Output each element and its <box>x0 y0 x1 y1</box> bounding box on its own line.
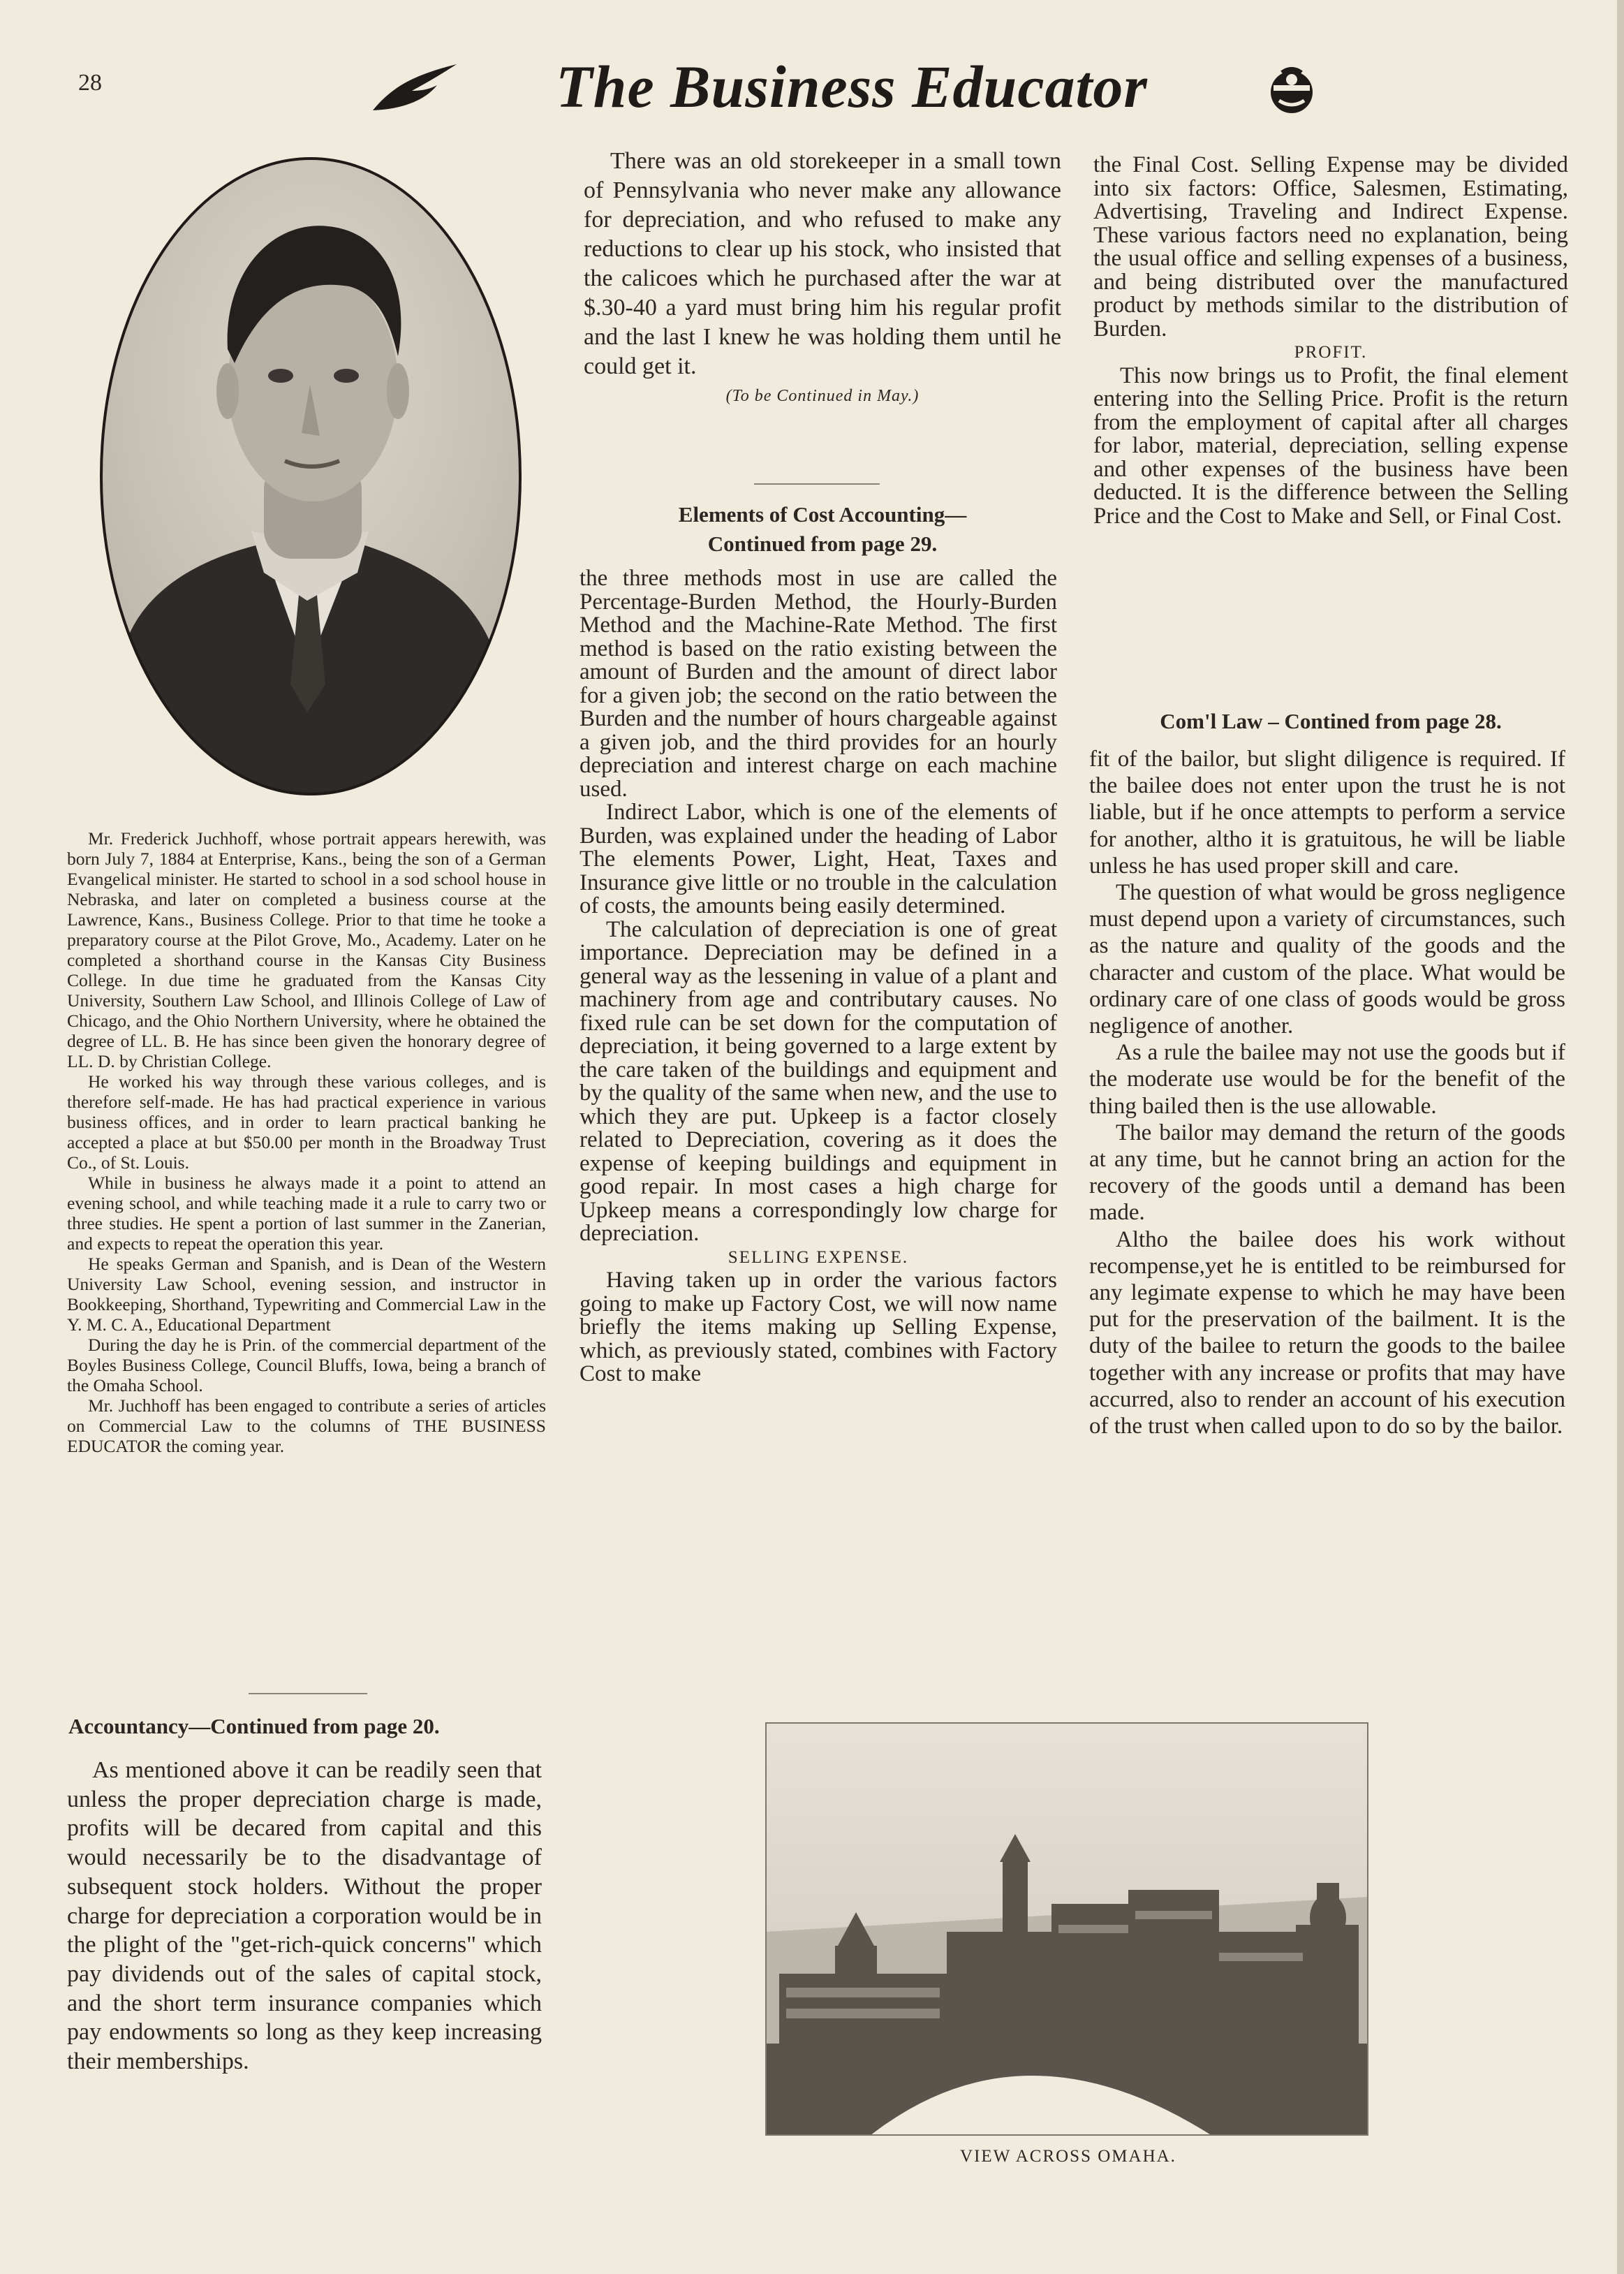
divider <box>249 1693 367 1694</box>
cost-paragraph: Having taken up in order the various factors going to make up Factory Cost, we will now name briefly the items making up Selling Expense, which, as previously stated, combines with Factory Cost to make <box>580 1268 1057 1386</box>
quill-icon <box>370 60 461 116</box>
law-paragraph: Altho the bailee does his work without recompense,yet he is entitled to be reimbursed for any legimate expense to which he may have been put for the preservation of the bailment. It is the duty of the bailee to return the goods to the bailee together with any increase or profits that may have accurred, also to render an account of his execution of the trust when called upon to do so by the bailor. <box>1089 1226 1565 1439</box>
coml-law-heading <box>1093 707 1568 736</box>
cost-heading-line1: Elements of Cost Accounting— <box>678 502 967 527</box>
coml-law-heading-text: Com'l Law – Contined from page 28. <box>1160 709 1502 733</box>
law-paragraph: The bailor may demand the return of the goods at any time, but he cannot bring an action for the recovery of the goods until a demand has been made. <box>1089 1120 1565 1226</box>
cost-paragraph: The calculation of depreciation is one of great importance. Depreciation may be defined in a general way as the lessening in value of a plant and machinery from age and contributary causes. No fixed rule can be set down for the computation of depreciation, it being governed to a large extent by the care taken of the buildings and equipment and by the quality of the same when new, and the use to which they are put. Upkeep is a factor closely related to Depreciation, covering as it does the expense of keeping buildings and equipment in good repair. In most cases a high charge for Upkeep means a correspondingly low charge for depreciation. <box>580 916 1057 1246</box>
cost-paragraph: the three methods most in use are called the Percentage-Burden Method, the Hourly-Burden Method and the Machine-Rate Method. The first method is based on the ratio existing between the amount of Burden and the amount of direct labor for a given job; the second on the ratio between the Burden and the number of hours chargeable against a given job, and the third provides for an hourly depreciation and interest charge on each machine used. <box>580 566 1057 802</box>
cost-accounting-heading <box>584 500 1061 559</box>
law-paragraph: fit of the bailor, but slight diligence is required. If the bailee does not enter upon the trust he is not liable, but if he once attempts to perform a service for another, altho it is gratuitous, he will be liable unless he has used proper skill and care. <box>1089 747 1565 879</box>
selling-expense-heading: SELLING EXPENSE. <box>728 1247 909 1267</box>
final-cost-column <box>1093 154 1568 528</box>
accountancy-body <box>67 1756 542 2076</box>
accountancy-paragraph: As mentioned above it can be readily seen that unless the proper depreciation charge is made, profits will be decared from capital and this would necessarily be to the disadvantage of subsequent stock holders. Without the proper charge for depreciation a corporation would be in the plight of the "get-rich-quick concerns" which pay dividends out of the sales of capital stock, and the short term insurance companies which pay endowments so long as they keep increasing their memberships. <box>67 1757 542 2075</box>
bio-paragraph: Mr. Juchhoff has been engaged to contribute a series of articles on Commercial Law to the columns of THE BUSINESS EDUCATOR the coming year. <box>67 1395 546 1456</box>
law-paragraph: As a rule the bailee may not use the goods but if the moderate use would be for the benefit of the thing bailed then is the use allowable. <box>1089 1040 1565 1119</box>
bio-paragraph: While in business he always made it a point to attend an evening school, and while teaching made it a rule to carry two or three studies. He spent a portion of last summer in the Zanerian, and expects to repeat the operation this year. <box>67 1173 546 1254</box>
to-be-continued: (To be Continued in May.) <box>725 387 920 405</box>
cost-accounting-body <box>580 567 1057 1386</box>
bio-paragraph: Mr. Frederick Juchhoff, whose portrait appears herewith, was born July 7, 1884 at Enterprise, Kans., being the son of a German Evangelical minister. He started to school in a sod school house in Nebraska, and later on completed a business course at the Lawrence, Kans., Business College. Prior to that time he tooke a preparatory course at the Pilot Grove, Mo., Academy. Later on he completed a shorthand course in the Kansas City Business College. In due time he graduated from the Kansas City University, Southern Law School, and Illinois College of Law of Chicago, and the Ohio Northern University, where he obtained the degree of LL. B. He has since been given the honorary degree of LL. D. by Christian College. <box>67 828 546 1071</box>
divider <box>754 483 880 485</box>
page-edge <box>1617 0 1624 2274</box>
coml-law-body <box>1089 746 1565 1439</box>
storekeeper-column <box>584 147 1061 411</box>
accountancy-heading: Accountancy—Continued from page 20. <box>68 1714 440 1738</box>
law-paragraph: The question of what would be gross negligence must depend upon a variety of circumstances, such as the nature and quality of the goods and the character and custom of the place. What would be ordinary care of one class of goods would be gross negligence of another. <box>1089 880 1565 1039</box>
bio-paragraph: He worked his way through these various colleges, and is therefore self-made. He has had practical experience in various business offices, and in order to learn practical banking he accepted a place at but $50.00 per month in the Broadway Trust Co., of St. Louis. <box>67 1071 546 1173</box>
cost-paragraph: Indirect Labor, which is one of the elements of Burden, was explained under the heading of Labor The elements Power, Light, Heat, Taxes and Insurance give little or no trouble in the calculation of costs, the amounts being easily determined. <box>580 800 1057 918</box>
photo-caption: VIEW ACROSS OMAHA. <box>960 2147 1176 2166</box>
bio-paragraph: He speaks German and Spanish, and is Dean of the Western University Law School, evening session, and instructor in Bookkeeping, Shorthand, Typewriting and Commercial Law in the Y. M. C. A., Educational Department <box>67 1254 546 1335</box>
omaha-photo <box>765 1722 1368 2136</box>
cost-paragraph: the Final Cost. Selling Expense may be divided into six factors: Office, Salesmen, Estimating, Advertising, Traveling and Indirect Expense. These various factors need no explanation, being the usual office and selling expenses of a business, and being distributed over the manufactured product by methods similar to the distribution of Burden. <box>1093 152 1568 342</box>
cost-paragraph: This now brings us to Profit, the final element entering into the Selling Price. Profit is the return from the employment of capital after all charges for labor, material, depreciation, selling expense and other expenses of the business have been deducted. It is the difference between the Selling Price and the Cost to Make and Sell, or Final Cost. <box>1093 362 1568 529</box>
cost-heading-line2: Continued from page 29. <box>707 531 938 556</box>
portrait-caption <box>67 828 546 1456</box>
portrait-photo <box>98 154 528 803</box>
bio-paragraph: During the day he is Prin. of the commercial department of the Boyles Business College, Council Bluffs, Iowa, being a branch of the Omaha School. <box>67 1335 546 1395</box>
storekeeper-paragraph: There was an old storekeeper in a small town of Pennsylvania who never make any allowance for depreciation, and who refused to make any reductions to clear up his stock, who insisted that the calicoes which he purchased after the war at $.30-40 a yard must bring him his regular profit and the last I knew he was holding them until he could get it. <box>584 148 1061 379</box>
emblem-icon <box>1264 64 1320 117</box>
page-number: 28 <box>78 70 102 96</box>
profit-heading: PROFIT. <box>1294 343 1368 362</box>
masthead-title: The Business Educator <box>556 53 1148 120</box>
